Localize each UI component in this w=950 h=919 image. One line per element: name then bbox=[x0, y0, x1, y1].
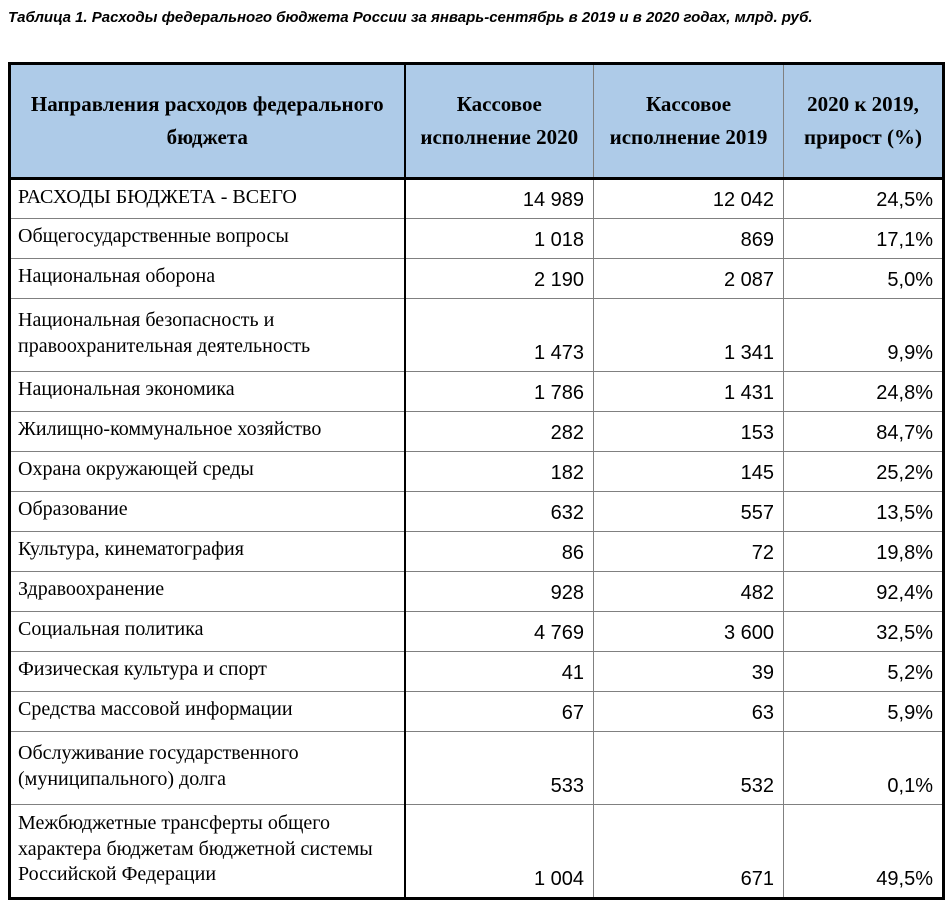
value-2019: 1 341 bbox=[594, 299, 784, 372]
value-2020: 2 190 bbox=[405, 259, 594, 299]
value-growth: 5,0% bbox=[784, 259, 944, 299]
table-row bbox=[10, 492, 944, 532]
table-row bbox=[10, 259, 944, 299]
value-2020: 632 bbox=[405, 492, 594, 532]
table-row bbox=[10, 805, 944, 899]
value-2019: 671 bbox=[594, 805, 784, 899]
row-label: Национальная экономика bbox=[10, 372, 405, 412]
table-body bbox=[10, 179, 944, 899]
value-2019: 869 bbox=[594, 219, 784, 259]
header-growth: 2020 к 2019, прирост (%) bbox=[784, 64, 944, 179]
table-row bbox=[10, 372, 944, 412]
table-row bbox=[10, 732, 944, 805]
row-label: Межбюджетные трансферты общего характера бюджетам бюджетной системы Российской Федерации bbox=[10, 805, 405, 899]
table-row bbox=[10, 572, 944, 612]
value-2019: 1 431 bbox=[594, 372, 784, 412]
value-2019: 153 bbox=[594, 412, 784, 452]
table-row bbox=[10, 612, 944, 652]
table-row bbox=[10, 299, 944, 372]
header-directions: Направления расходов федерального бюджета bbox=[10, 64, 405, 179]
value-2020: 41 bbox=[405, 652, 594, 692]
row-label: Обслуживание государственного (муниципального) долга bbox=[10, 732, 405, 805]
value-2020: 1 473 bbox=[405, 299, 594, 372]
value-2019: 532 bbox=[594, 732, 784, 805]
value-growth: 13,5% bbox=[784, 492, 944, 532]
value-2019: 3 600 bbox=[594, 612, 784, 652]
value-2019: 39 bbox=[594, 652, 784, 692]
value-2020: 1 004 bbox=[405, 805, 594, 899]
value-growth: 0,1% bbox=[784, 732, 944, 805]
table-row bbox=[10, 219, 944, 259]
value-growth: 32,5% bbox=[784, 612, 944, 652]
value-2020: 67 bbox=[405, 692, 594, 732]
table-caption: Таблица 1. Расходы федерального бюджета России за январь-сентябрь в 2019 и в 2020 годах, млрд. руб. bbox=[8, 9, 813, 26]
row-label: Здравоохранение bbox=[10, 572, 405, 612]
row-label: Жилищно-коммунальное хозяйство bbox=[10, 412, 405, 452]
row-label: Средства массовой информации bbox=[10, 692, 405, 732]
table-row bbox=[10, 179, 944, 219]
row-label: Образование bbox=[10, 492, 405, 532]
row-label: Охрана окружающей среды bbox=[10, 452, 405, 492]
table-row bbox=[10, 452, 944, 492]
value-2020: 182 bbox=[405, 452, 594, 492]
value-growth: 49,5% bbox=[876, 868, 933, 890]
value-2020: 928 bbox=[405, 572, 594, 612]
value-growth: 24,8% bbox=[784, 372, 944, 412]
header-execution-2020: Кассовое исполнение 2020 bbox=[405, 64, 594, 179]
value-growth: 5,9% bbox=[784, 692, 944, 732]
budget-table bbox=[8, 62, 945, 900]
value-growth: 19,8% bbox=[784, 532, 944, 572]
row-label: РАСХОДЫ БЮДЖЕТА - ВСЕГО bbox=[10, 179, 405, 219]
row-label: Национальная безопасность и правоохранительная деятельность bbox=[10, 299, 405, 372]
value-growth: 24,5% bbox=[784, 179, 944, 219]
row-label: Общегосударственные вопросы bbox=[10, 219, 405, 259]
table-row bbox=[10, 652, 944, 692]
value-2020: 1 786 bbox=[405, 372, 594, 412]
value-2019: 557 bbox=[594, 492, 784, 532]
value-2020: 14 989 bbox=[405, 179, 594, 219]
value-2019: 12 042 bbox=[594, 179, 784, 219]
value-2020: 533 bbox=[405, 732, 594, 805]
value-2019: 2 087 bbox=[594, 259, 784, 299]
value-growth: 25,2% bbox=[784, 452, 944, 492]
row-label: Национальная оборона bbox=[10, 259, 405, 299]
value-2020: 4 769 bbox=[405, 612, 594, 652]
value-2020: 282 bbox=[405, 412, 594, 452]
value-growth: 92,4% bbox=[784, 572, 944, 612]
header-execution-2019: Кассовое исполнение 2019 bbox=[594, 64, 784, 179]
table-row bbox=[10, 532, 944, 572]
value-growth: 9,9% bbox=[784, 299, 944, 372]
value-2020: 1 018 bbox=[405, 219, 594, 259]
row-label: Физическая культура и спорт bbox=[10, 652, 405, 692]
row-label: Социальная политика bbox=[10, 612, 405, 652]
value-2019: 482 bbox=[594, 572, 784, 612]
value-2020: 86 bbox=[405, 532, 594, 572]
row-label: Культура, кинематография bbox=[10, 532, 405, 572]
table-header bbox=[10, 64, 944, 179]
value-growth: 84,7% bbox=[784, 412, 944, 452]
table-row bbox=[10, 412, 944, 452]
value-2019: 72 bbox=[594, 532, 784, 572]
value-growth: 5,2% bbox=[784, 652, 944, 692]
table-row bbox=[10, 692, 944, 732]
value-growth: 17,1% bbox=[784, 219, 944, 259]
header-row bbox=[10, 64, 944, 179]
value-2019: 145 bbox=[594, 452, 784, 492]
value-2019: 63 bbox=[594, 692, 784, 732]
